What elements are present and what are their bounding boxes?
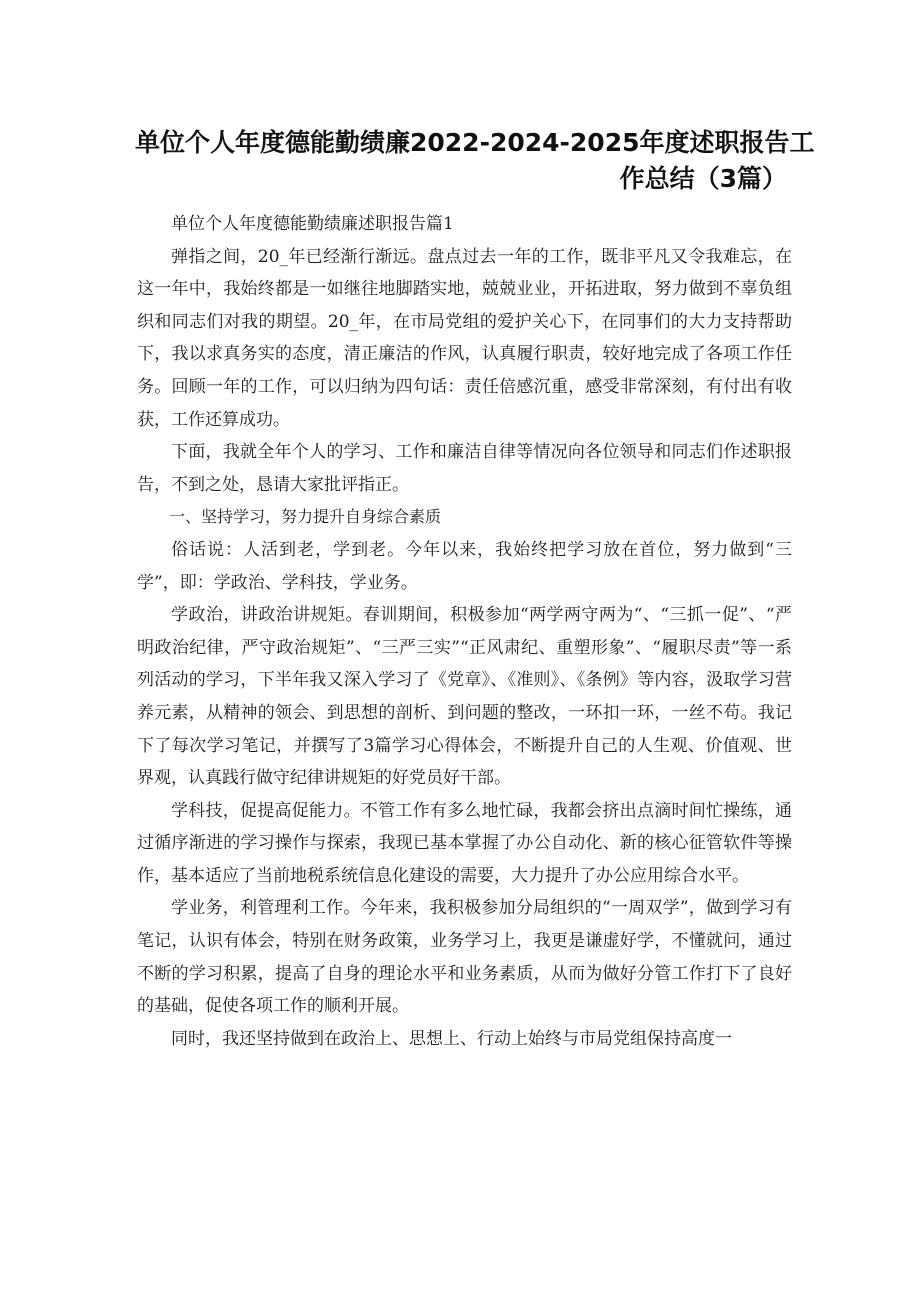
- paragraph: 同时，我还坚持做到在政治上、思想上、行动上始终与市局党组保持高度一: [171, 1028, 732, 1049]
- section-subtitle: 单位个人年度德能勤绩廉述职报告篇1: [171, 214, 454, 234]
- paragraph: 俗话说：人活到老，学到老。今年以来，我始终把学习放在首位，努力做到“三学”，即：学政治、学科技，学业务。: [137, 539, 792, 593]
- paragraph: 学科技，促提高促能力。不管工作有多么地忙碌，我都会挤出点滴时间忙操练，通过循序渐进的学习操作与探索，我现已基本掌握了办公自动化、新的核心征管软件等操作，基本适应了当前地税系统信息化建设的需要，大力提升了办公应用综合水平。: [137, 800, 792, 886]
- document-title: [135, 125, 815, 197]
- title-line-2: 作总结（3篇）: [619, 163, 787, 193]
- paragraph: 弹指之间，20_年已经渐行渐远。盘点过去一年的工作，既非平凡又令我难忘，在这一年中，我始终都是一如继往地脚踏实地，兢兢业业，开拓进取，努力做到不辜负组织和同志们对我的期望。20_年，在市局党组的爱护关心下，在同事们的大力支持帮助下，我以求真务实的态度，清正廉洁的作风，认真履行职责，较好地完成了各项工作任务。回顾一年的工作，可以归纳为四句话：责任倍感沉重，感受非常深刻，有付出有收获，工作还算成功。: [137, 246, 792, 430]
- title-line-1: 单位个人年度德能勤绩廉2022-2024-2025年度述职报告工: [135, 127, 815, 157]
- paragraph: 学业务，利管理利工作。今年来，我积极参加分局组织的“一周双学”，做到学习有笔记，认识有体会，特别在财务政策，业务学习上，我更是谦虚好学，不懂就问，通过不断的学习积累，提高了自身的理论水平和业务素质，从而为做好分管工作打下了良好的基础，促使各项工作的顺利开展。: [137, 898, 792, 1017]
- paragraph: 学政治，讲政治讲规矩。春训期间，积极参加“两学两守两为“、“三抓一促”、“严明政治纪律，严守政治规矩”、“三严三实”“正风肃纪、重塑形象”、“履职尽责”等一系列活动的学习，下半年我又深入学习了《党章》、《准则》、《条例》等内容，汲取学习营养元素，从精神的领会、到思想的剖析、到问题的整改，一环扣一环，一丝不苟。我记下了每次学习笔记，并撰写了3篇学习心得体会，不断提升自己的人生观、价值观、世界观，认真践行做守纪律讲规矩的好党员好干部。: [137, 605, 792, 789]
- paragraph: 下面，我就全年个人的学习、工作和廉洁自律等情况向各位领导和同志们作述职报告，不到之处，恳请大家批评指正。: [137, 442, 792, 495]
- section-heading: 一、坚持学习，努力提升自身综合素质: [169, 507, 442, 527]
- document-body: [137, 208, 792, 1055]
